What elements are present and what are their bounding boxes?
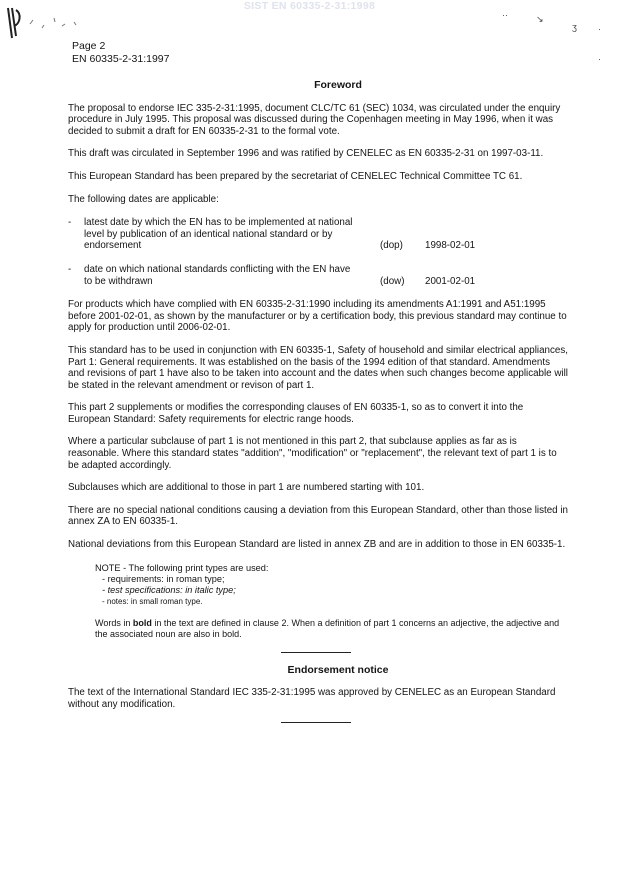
paragraph: This draft was circulated in September 1996 and was ratified by CENELEC as EN 60335-2-31 on 1997-03-11. [68,148,544,160]
speck-mark: ↘ [536,14,544,24]
paragraph: Subclauses which are additional to those in part 1 are numbered starting with 101. [68,482,425,494]
words-post: in the text are defined in clause 2. When a definition of part 1 concerns an adjective, the adjective and the associated noun are also in bold. [95,617,560,639]
date-code: (dop) [380,240,403,252]
date-row-dop [68,217,568,252]
divider-rule [281,722,351,723]
speck-mark: ʒ [572,22,577,32]
endorsement-text: The text of the International Standard IEC 335-2-31:1995 was approved by CENELEC as an European Standard without any modification. [68,687,556,710]
dates-list [68,217,568,287]
words-pre: Words in [95,617,133,628]
endorsement-title: Endorsement notice [287,663,389,676]
standard-id: EN 60335-2-31:1997 [72,52,170,65]
note-item-test-specifications: - test specifications: in italic type; [102,584,236,595]
words-bold: bold [132,617,152,628]
paragraph: This European Standard has been prepared by the secretariat of CENELEC Technical Committee TC 61. [68,170,523,182]
paragraph: The following dates are applicable: [68,193,219,205]
divider-rule [281,652,351,653]
bold-words-note [95,618,568,640]
paragraph: For products which have complied with EN 60335-2-31:1990 including its amendments A1:1991 and A51:1995 before 2001-02-01, as shown by the manufacturer or by a certification body, this previous standard may continue to apply for production until 2006-02-01. [68,299,567,334]
date-row-dow [68,264,568,287]
watermark: SIST EN 60335-2-31:1998 [243,0,376,12]
foreword-title: Foreword [314,79,362,91]
handwritten-scribble [2,4,92,44]
speck-mark: ·· [502,10,508,20]
date-description: latest date by which the EN has to be implemented at national level by publication of an identical national standard or by endorsement [84,217,353,252]
list-dash: - [68,217,72,229]
paragraph: There are no special national conditions causing a deviation from this European Standard, other than those listed in annex ZA to EN 60335-1. [68,504,568,528]
page-header [72,40,170,65]
date-description: date on which national standards conflicting with the EN have to be withdrawn [84,263,351,287]
paragraph: Where a particular subclause of part 1 is not mentioned in this part 2, that subclause applies as far as is reasonable. Where this standard states "addition", "modification" or "replacement", the relevant text of part 1 is to be adapted accordingly. [68,436,557,471]
paragraph: The proposal to endorse IEC 335-2-31:1995, document CLC/TC 61 (SEC) 1034, was circulated under the enquiry procedure in July 1995. This proposal was discussed during the Copenhagen meeting in May 1996, when it was decided to submit a draft for EN 60335-2-31 to the formal vote. [68,102,561,137]
print-types-note [95,563,568,607]
paragraph: This part 2 supplements or modifies the corresponding clauses of EN 60335-1, so as to convert it into the European Standard: Safety requirements for electric range hoods. [68,402,524,425]
date-value: 2001-02-01 [425,275,476,287]
document-body [68,80,568,723]
date-value: 1998-02-01 [425,240,476,252]
paragraph: National deviations from this European Standard are listed in annex ZB and are in addition to those in EN 60335-1. [68,539,566,551]
note-item-requirements: - requirements: in roman type; [102,573,225,584]
speck-mark: · [598,24,601,34]
page-number: Page 2 [72,40,106,52]
paragraph: This standard has to be used in conjunction with EN 60335-1, Safety of household and similar electrical appliances, Part 1: General requirements. It was established on the basis of the 1994 edition of that standard. Amendments and revisions of part 1 have also to be taken into account and the dates when such changes become applicable will be stated in the relevant amendment or revison of part 1. [68,344,568,391]
list-dash: - [68,263,72,275]
date-code: (dow) [380,275,405,287]
note-intro: NOTE - The following print types are used: [95,562,269,573]
speck-mark: · [598,54,601,64]
note-item-notes: - notes: in small roman type. [102,596,203,606]
